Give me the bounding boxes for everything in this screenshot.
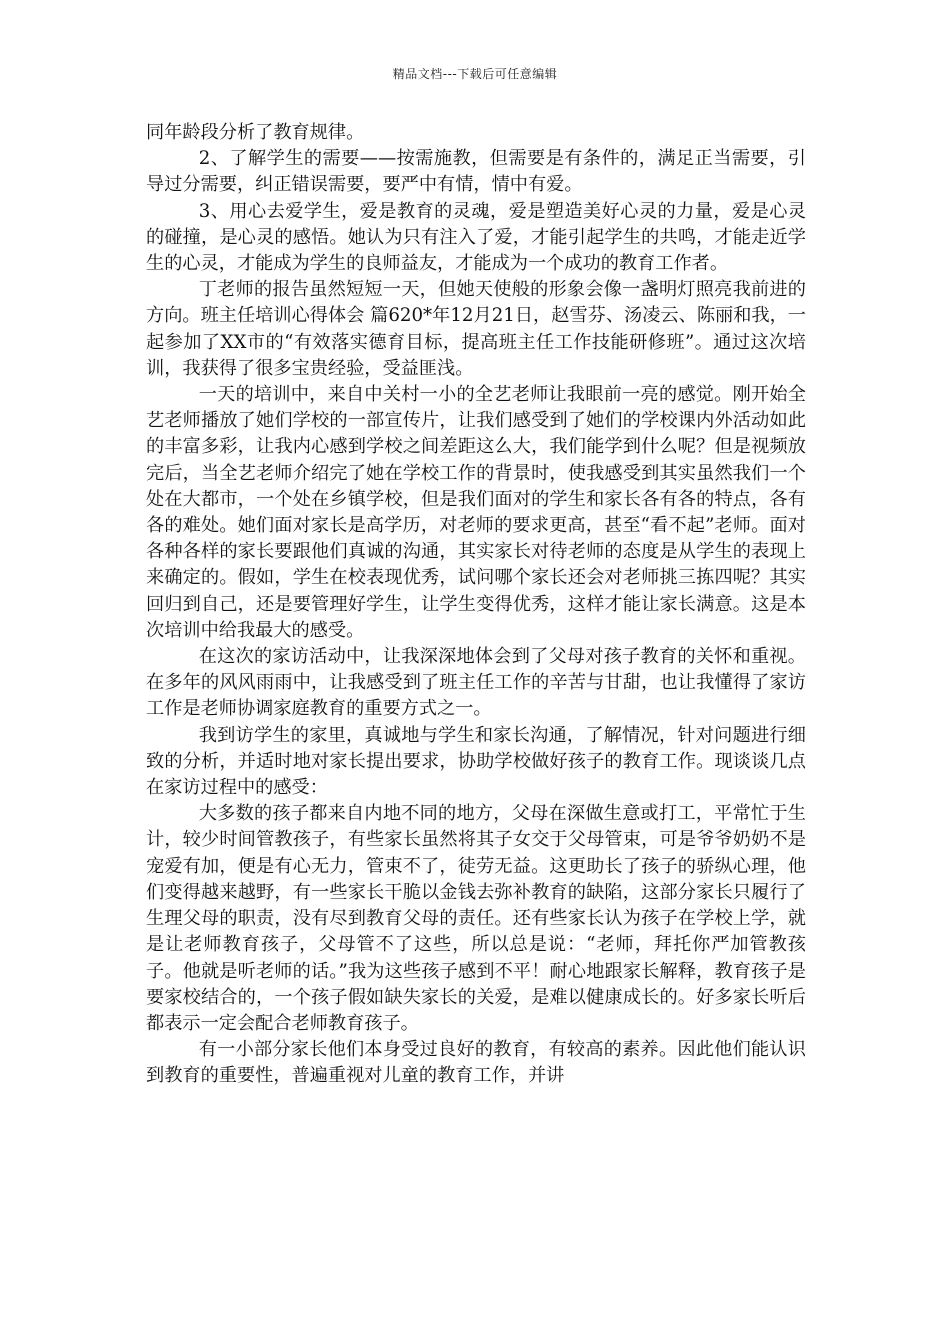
- paragraph-6: 在这次的家访活动中，让我深深地体会到了父母对孩子教育的关怀和重视。在多年的风风雨雨中，让我感受到了班主任工作的辛苦与甘甜，也让我懂得了家访工作是老师协调家庭教育的重要方式之一。: [146, 646, 806, 720]
- paragraph-2: 2、了解学生的需要——按需施教，但需要是有条件的，满足正当需要，引导过分需要，纠正错误需要，要严中有情，情中有爱。: [146, 148, 806, 196]
- page-header: 精品文档---下载后可任意编辑: [392, 67, 558, 81]
- paragraph-1: 同年龄段分析了教育规律。: [146, 122, 365, 143]
- paragraph-7: 我到访学生的家里，真诚地与学生和家长沟通，了解情况，针对问题进行细致的分析，并适时地对家长提出要求，协助学校做好孩子的教育工作。现谈谈几点在家访过程中的感受：: [146, 724, 806, 799]
- paragraph-5: 一天的培训中，来自中关村一小的全艺老师让我眼前一亮的感觉。刚开始全艺老师播放了她们学校的一部宣传片，让我们感受到了她们的学校课内外活动如此的丰富多彩，让我内心感到学校之间差距这么大，我们能学到什么呢？但是视频放完后，当全艺老师介绍完了她在学校工作的背景时，使我感受到其实虽然我们一个处在大都市，一个处在乡镇学校，但是我们面对的学生和家长各有各的特点，各有各的难处。她们面对家长是高学历，对老师的要求更高，甚至“看不起”老师。面对各种各样的家长要跟他们真诚的沟通，其实家长对待老师的态度是从学生的表现上来确定的。假如，学生在校表现优秀，试问哪个家长还会对老师挑三拣四呢？其实回归到自己，还是要管理好学生，让学生变得优秀，这样才能让家长满意。这是本次培训中给我最大的感受。: [146, 384, 806, 641]
- paragraph-8: 大多数的孩子都来自内地不同的地方，父母在深做生意或打工，平常忙于生计，较少时间管教孩子，有些家长虽然将其子女交于父母管束，可是爷爷奶奶不是宠爱有加，便是有心无力，管束不了，徒劳无益。这更助长了孩子的骄纵心理，他们变得越来越野，有一些家长干脆以金钱去弥补教育的缺陷，这部分家长只履行了生理父母的职责，没有尽到教育父母的责任。还有些家长认为孩子在学校上学，就是让老师教育孩子，父母管不了这些，所以总是说：“老师，拜托你严加管教孩子。他就是听老师的话。”我为这些孩子感到不平！耐心地跟家长解释，教育孩子是要家校结合的，一个孩子假如缺失家长的关爱，是难以健康成长的。好多家长听后都表示一定会配合老师教育孩子。: [146, 803, 806, 1034]
- document-body: [146, 120, 806, 1090]
- paragraph-9: 有一小部分家长他们本身受过良好的教育，有较高的素养。因此他们能认识到教育的重要性，普遍重视对儿童的教育工作，并讲: [146, 1039, 806, 1087]
- paragraph-3: 3、用心去爱学生，爱是教育的灵魂，爱是塑造美好心灵的力量，爱是心灵的碰撞，是心灵的感悟。她认为只有注入了爱，才能引起学生的共鸣，才能走近学生的心灵，才能成为学生的良师益友，才能成为一个成功的教育工作者。: [146, 200, 806, 275]
- paragraph-4: 丁老师的报告虽然短短一天，但她天使般的形象会像一盏明灯照亮我前进的方向。班主任培训心得体会 篇620*年12月21日，赵雪芬、汤凌云、陈丽和我，一起参加了XX市的“有效落实德育目标，提高班主任工作技能研修班”。通过这次培训，我获得了很多宝贵经验，受益匪浅。: [146, 279, 806, 379]
